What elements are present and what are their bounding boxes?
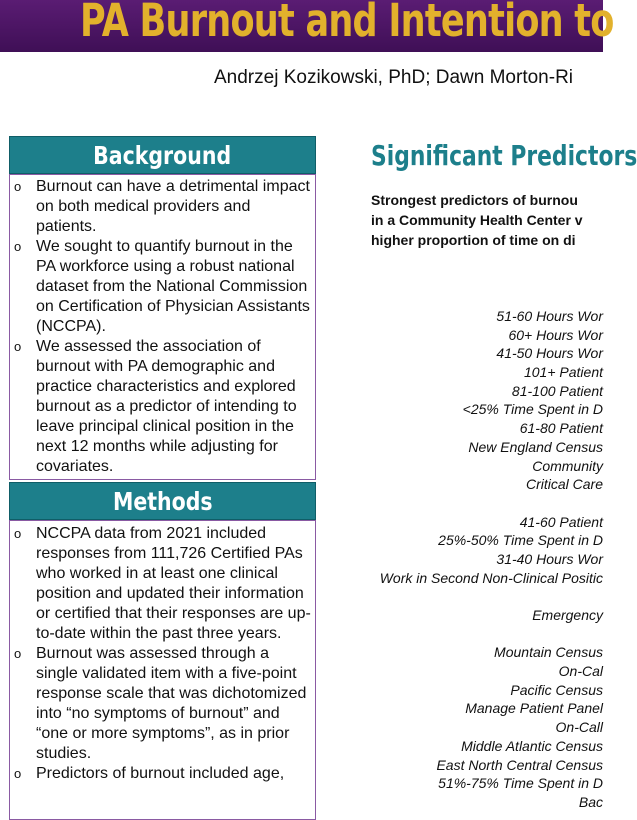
methods-bullet-list — [10, 524, 315, 784]
methods-bullet-text: NCCPA data from 2021 included responses from 111,726 Certified PAs who worked in at least one clinical position and updated their information or certified that their responses are up-to-date within the past three years. — [36, 525, 311, 642]
methods-bullet — [10, 764, 315, 784]
summary-line: higher proportion of time on di — [371, 232, 576, 248]
significant-predictors-heading: Significant Predictors — [371, 139, 637, 172]
predictor-label: East North Central Census — [436, 756, 603, 773]
background-bullet-text: We assessed the association of burnout with PA demographic and practice characteristics and explored burnout as a predictor of intending to leave principal clinical position in the next 12 months while adjusting for covariates. — [36, 338, 297, 475]
methods-panel — [9, 520, 316, 820]
predictor-label — [343, 587, 603, 606]
predictor-label: 101+ Patient — [523, 364, 603, 381]
predictor-label: 31-40 Hours Wor — [496, 550, 603, 567]
background-bullet-text: Burnout can have a detrimental impact on both medical providers and patients. — [36, 178, 310, 235]
predictor-label: Bac — [578, 793, 603, 810]
summary-line: Strongest predictors of burnou — [371, 192, 578, 208]
predictor-label: Community — [532, 457, 603, 474]
predictor-label: On-Call — [555, 719, 603, 736]
predictor-label: 41-60 Patient — [519, 513, 603, 530]
bullet-marker: o — [14, 526, 22, 541]
predictor-label-list — [343, 307, 603, 812]
background-bullet-text: We sought to quantify burnout in the PA workforce using a robust national dataset from the National Commission on Certification of Physician Assistants (NCCPA). — [36, 238, 310, 335]
predictor-label: On-Cal — [558, 663, 603, 680]
predictor-label: 51-60 Hours Wor — [496, 308, 603, 324]
bullet-marker: o — [14, 179, 22, 194]
predictor-label: Pacific Census — [510, 681, 603, 698]
predictor-label: <25% Time Spent in D — [462, 401, 603, 418]
predictor-label: 51%-75% Time Spent in D — [438, 775, 603, 792]
predictor-label: 25%-50% Time Spent in D — [438, 532, 603, 549]
methods-bullet — [10, 524, 315, 644]
bullet-marker: o — [14, 646, 22, 661]
predictors-summary — [371, 190, 611, 250]
predictor-label: 81-100 Patient — [511, 382, 603, 399]
predictor-label: 61-80 Patient — [519, 420, 603, 437]
background-bullet — [10, 177, 315, 237]
predictor-label: Work in Second Non-Clinical Positic — [379, 569, 603, 586]
predictor-label — [343, 625, 603, 644]
author-line: Andrzej Kozikowski, PhD; Dawn Morton-Ri — [214, 67, 574, 88]
predictor-label: Mountain Census — [494, 644, 603, 661]
background-bullet-list — [10, 177, 315, 477]
methods-heading: Methods — [9, 482, 316, 520]
background-heading: Background — [9, 136, 316, 174]
background-panel — [9, 174, 316, 480]
methods-bullet-text: Burnout was assessed through a single validated item with a five-point response scale that was dichotomized into “no symptoms of burnout” and “one or more symptoms”, as in prior studies. — [36, 645, 307, 762]
predictor-label — [343, 494, 603, 513]
predictor-label: 60+ Hours Wor — [508, 326, 603, 343]
title-banner — [0, 0, 614, 52]
bullet-marker: o — [14, 766, 22, 781]
background-bullet — [10, 337, 315, 477]
predictor-label: Manage Patient Panel — [465, 700, 603, 717]
bullet-marker: o — [14, 239, 22, 254]
predictor-label: New England Census — [468, 438, 603, 455]
background-bullet — [10, 237, 315, 337]
bullet-marker: o — [14, 339, 22, 354]
predictor-label: Critical Care — [525, 476, 603, 493]
methods-bullet — [10, 644, 315, 764]
summary-line: in a Community Health Center v — [371, 212, 583, 228]
predictor-label: Emergency — [532, 607, 603, 623]
predictor-label: 41-50 Hours Wor — [496, 345, 603, 362]
methods-bullet-text: Predictors of burnout included age, — [36, 765, 285, 782]
predictor-label: Middle Atlantic Census — [461, 737, 603, 754]
poster-title: PA Burnout and Intention to — [80, 0, 614, 47]
